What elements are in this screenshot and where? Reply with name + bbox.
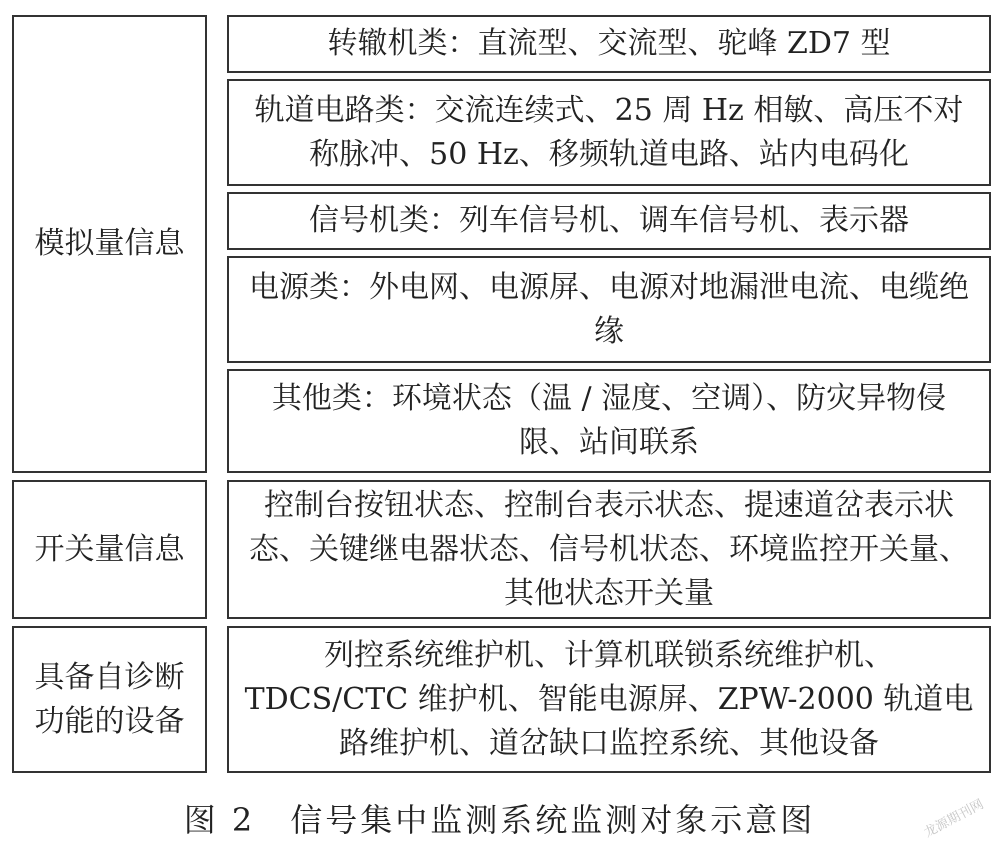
category-analog-info — [12, 15, 207, 473]
item-text: 控制台按钮状态、控制台表示状态、提速道岔表示状态、关键继电器状态、信号机状态、环境监控开关量、其他状态开关量 — [249, 487, 969, 611]
item-box-switch-states — [227, 480, 991, 619]
category-self-diagnostic-devices — [12, 626, 207, 773]
item-text: 电源类：外电网、电源屏、电源对地漏泄电流、电缆绝缘 — [249, 269, 969, 349]
item-box-switch-machines — [227, 15, 991, 73]
item-text: 轨道电路类：交流连续式、25 周 Hz 相敏、高压不对称脉冲、50 Hz、移频轨道电路、站内电码化 — [254, 92, 964, 172]
item-text: 转辙机类：直流型、交流型、驼峰 ZD7 型 — [327, 26, 891, 61]
category-label: 模拟量信息 — [34, 226, 185, 261]
item-text: 列控系统维护机、计算机联锁系统维护机、TDCS/CTC 维护机、智能电源屏、ZPW-2000 轨道电路维护机、道岔缺口监控系统、其他设备 — [244, 637, 974, 761]
item-box-others — [227, 369, 991, 473]
category-switch-info — [12, 480, 207, 619]
item-text: 其他类：环境状态（温 / 湿度、空调）、防灾异物侵限、站间联系 — [271, 381, 947, 460]
item-text: 信号机类：列车信号机、调车信号机、表示器 — [309, 203, 909, 238]
item-box-signals — [227, 192, 991, 250]
item-box-devices — [227, 626, 991, 773]
watermark: 龙源期刊网 — [921, 797, 987, 841]
item-box-power-supply — [227, 256, 991, 363]
category-label: 具备自诊断功能的设备 — [34, 659, 185, 739]
category-label: 开关量信息 — [34, 531, 185, 567]
item-box-track-circuits — [227, 79, 991, 186]
figure-caption: 图 2 信号集中监测系统监测对象示意图 — [183, 801, 816, 839]
